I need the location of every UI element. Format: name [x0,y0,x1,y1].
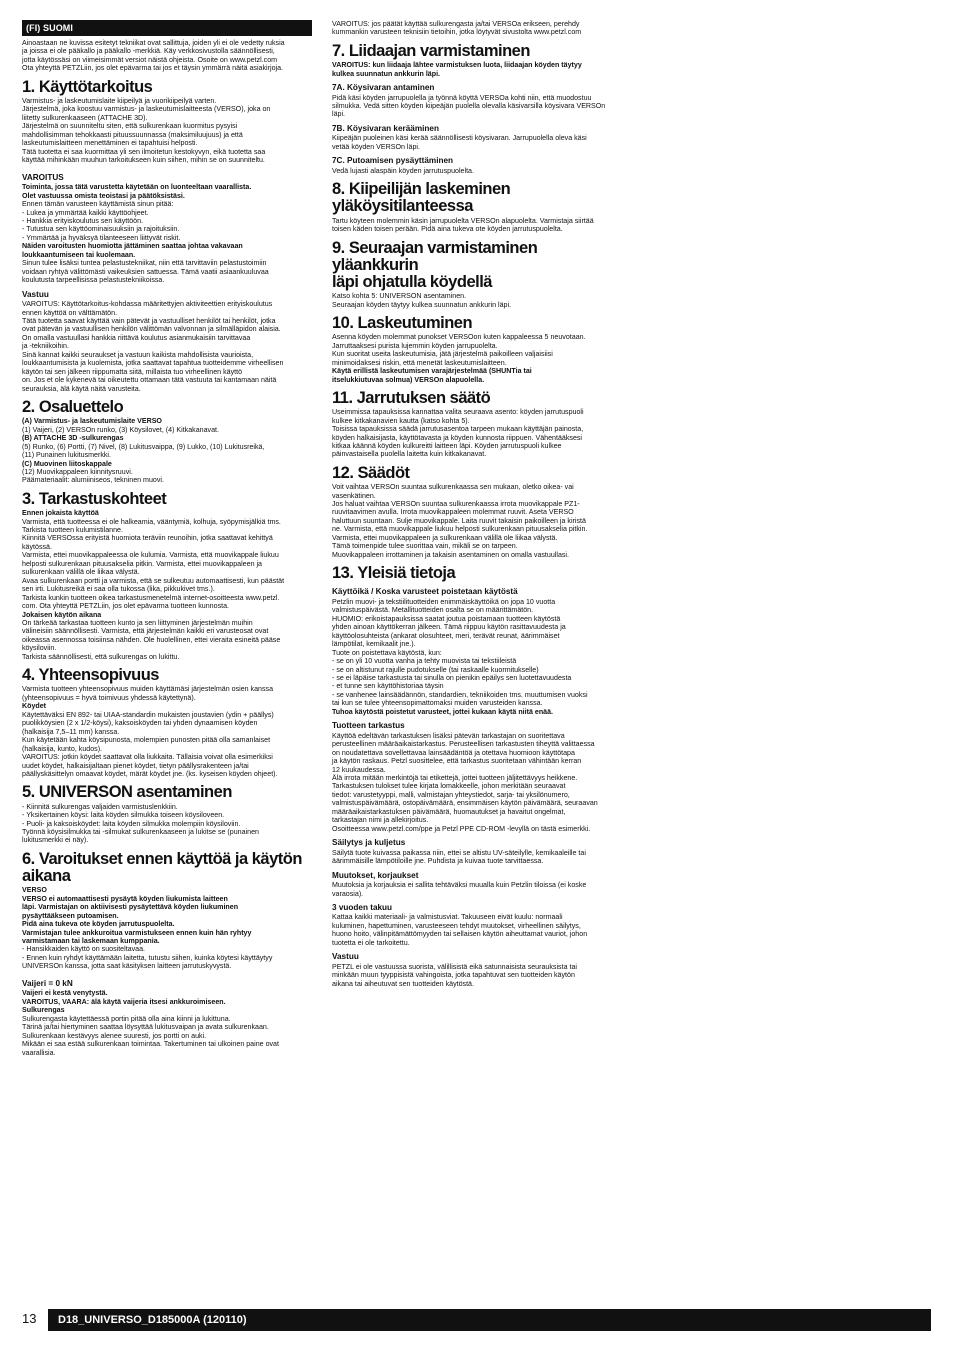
text-line: Mikään ei saa estää sulkurenkaan toimintaa. Takertuminen tai ulkoinen paine ovat [22,1040,279,1049]
text-line: tarkastajan nimi ja allekirjoitus. [332,816,429,825]
section-4-ropes-heading: Köydet [22,702,47,711]
text-line: - Ennen kuin ryhdyt käyttämään laitetta, tutustu siihen, kuinka köytesi käyttäytyy [22,953,273,962]
text-line: Tarkista säännöllisesti, että sulkurengas on lukittu. [22,652,180,661]
section-5-body [22,803,312,845]
section-7b-heading: 7B. Köysivaran kerääminen [332,123,439,133]
section-11-title: 11. Jarrutuksen säätö [332,388,491,407]
text-line: Toiminta, jossa tätä varustetta käytetään on luonteeltaan vaarallista. [22,183,252,192]
text-line: Varmista, että tuotteessa ei ole halkeamia, vääntymiä, kolhuja, syöpymisjälkiä tms. [22,517,281,526]
section-13-guarantee-body [332,913,622,947]
text-line: - Lukea ja ymmärtää kaikki käyttöohjeet. [22,208,149,217]
text-line: - Kiinnitä sulkurengas valjaiden varmistuslenkkiin. [22,802,178,811]
text-line: VAROITUS: jos päätät käyttää sulkurengasta ja/tai VERSOa erikseen, perehdy [332,20,580,28]
text-line: valmistuspäivästä. Metallituotteiden osalta se on määrittämätön. [332,606,534,615]
section-7-warning [332,61,622,78]
text-line: itselukkiutuvaa solmua) VERSOn alapuolella. [332,375,485,384]
text-line: VAROITUS, VAARA: älä käytä vaijeria itsesi ankkuroimiseen. [22,997,226,1006]
text-line: Voit vaihtaa VERSOn suuntaa sulkurenkaassa sen mukaan, oletko oikea- vai [332,483,574,492]
text-line: - Puoli- ja kaksoisköydet: laita köyden silmukka molempiin köysiloviin. [22,819,241,828]
intro-paragraph [22,39,312,73]
section-4-body [22,685,312,702]
section-2-b-body [22,443,312,460]
section-2-c-heading: (C) Muovinen liitoskappale [22,459,112,468]
text-line: - se on yli 10 vuotta vanha ja tehty muovista tai tekstiileistä [332,657,517,666]
text-line: läpi. [332,110,346,119]
text-line: lämpötilat, kemikaalit jne.). [332,640,416,649]
text-line: pysäyttääkseen putoamisen. [22,911,119,920]
section-1-responsibility-body [22,300,312,393]
text-line: Järjestelmä, joka koostuu varmistus- ja laskeutumislaitteesta (VERSO), joka on [22,105,271,114]
text-line: Varmistajan tulee ankkuroitua varmistukseen ennen kuin hän ryhtyy [22,928,252,937]
text-line: yhden ainoan käyttökerran jälkeen. Tämä riippuu käytön rasittavuudesta ja [332,623,566,632]
text-line: on. Jos et ole kykenevä tai oikeutettu ottamaan tätä vastuuta tai kantamaan näitä [22,376,277,385]
text-line: ne. Varmista, että muovikappale liukuu helposti sulkurenkaan pituusakselia pitkin. [332,525,588,534]
text-line: jotta käytössäsi on viimeisimmät versiot näistä ohjeista. Osoite on www.petzl.com [22,55,278,64]
text-line: (halkaisija 7,5–11 mm) kanssa. [22,727,120,736]
text-line: varmistamaan tai laskemaan kumppania. [22,937,160,946]
text-line: Asenna köyden molemmat punokset VERSOon kuten kappaleessa 5 neuvotaan. [332,333,586,342]
section-7a-heading: 7A. Köysivaran antaminen [332,83,435,93]
text-line: (11) Punainen lukitusmerkki. [22,451,111,460]
section-4-title: 4. Yhteensopivuus [22,666,159,685]
section-1-warning-bold [22,183,312,200]
text-line: on noudatettava sovellettavaa lainsäädäntöä ja otettava huomioon käyttötapa [332,748,575,757]
text-line: Pidä käsi köyden jarrupuolella ja työnnä köyttä VERSOa kohti niin, että muodostuu [332,93,592,102]
text-line: perusteellinen määräaikaistarkastus. Perusteellisen tarkastusten tiheyttä valittaessa [332,740,595,749]
text-line: varaosia). [332,889,364,898]
text-line: päinvastaisella puolella laitetta kuin kitkakanavat. [332,450,487,459]
text-line: Toisissa tapauksissa säädä jarrutusasentoa tarpeen mukaan käyttäjän painosta, [332,425,584,434]
section-8-title-line-1: 8. Kiipeilijän laskeminen [332,180,511,199]
section-9-title-line-1: 9. Seuraajan varmistaminen yläankkurin [332,238,538,274]
text-line: koulutusta tarpeellisissa pelastustekniikoissa. [22,276,165,285]
text-line: kulkee kitkakanavien kautta (katso kohta 5). [332,416,470,425]
text-line: Pidä aina tukeva ote köyden jarrutuspuolelta. [22,920,175,929]
text-line: (12) Muovikappaleen kiinnitysruuvi. [22,467,133,476]
text-line: - se ei läpäise tarkastusta tai sinulla on pienikin epäilys sen luotettavuudesta [332,673,572,682]
text-line: Tarkista tuotteen kulumistilanne. [22,526,123,534]
text-line: Vaijeri ei kestä venytystä. [22,989,108,998]
section-1-warning-heading: VAROITUS [22,172,64,182]
section-3-during-use-heading: Jokaisen käytön aikana [22,610,102,619]
text-line: Sulkurenkaan kestävyys alenee suuresti, jos portti on auki. [22,1031,207,1040]
section-3-title: 3. Tarkastuskohteet [22,489,167,508]
section-13-inspection-heading: Tuotteen tarkastus [332,721,405,731]
section-13-responsibility-body [332,963,622,988]
section-7a-body [332,94,622,119]
text-line: ruuvitaavimen avulla. Irrota muovikappaleen molemmat ruuvit. Aseta VERSO [332,508,574,517]
text-line: Säilytä tuote kuivassa paikassa niin, ettei se altistu UV-säteilylle, kemikaaleille tai [332,848,586,857]
section-3-before-use-heading: Ennen jokaista käyttöä [22,509,99,518]
section-13-lifetime-body [332,598,622,708]
text-line: Avaa sulkurenkaan portti ja varmista, että se sulkeutuu automaattisesti, kun päästät [22,576,285,585]
section-7c-body: Vedä lujasti alaspäin köyden jarrutuspuolelta. [332,166,474,175]
section-1-warning-bold-2 [22,242,312,259]
text-line: käytön tai sen jälkeen riippumatta siitä, millaista tuo virheellinen käyttö [22,367,243,376]
language-header: (FI) SUOMI [22,20,312,36]
text-line: Varmista, ettei muovikappaleen ja sulkurenkaan välillä ole liikaa välystä. [332,533,558,542]
text-line: - se vanhenee lainsäädännön, standardien, tekniikoiden tms. muuttumisen vuoksi [332,690,588,699]
text-line: Tuote on poistettava käytöstä, kun: [332,648,442,657]
text-line: silmukka. Vedä sitten köyden kiipeäjän puolella olevalla käsivarsilla köysivara VERSOn [332,101,606,110]
text-line: Kiipeäjän puoleinen käsi kerää säännöllisesti köysivaran. Jarrupuolella oleva käsi [332,134,587,143]
section-6-verso-bold [22,895,312,946]
text-line: - et tunne sen käyttöhistoriaa täysin [332,682,444,691]
section-7b-body [332,134,622,151]
text-line: Käytä erillistä laskeutumisen varajärjestelmää (SHUNTia tai [332,367,532,376]
text-line: Seuraajan köyden täytyy kulkea suunnatun ankkurin läpi. [332,300,512,309]
text-line: Jarruttaaksesi purista lujemmin köyden jarrupuolelta. [332,341,498,350]
section-6-title-line-2: aikana [22,867,71,886]
section-9-title-line-2: läpi ohjatulla köydellä [332,272,492,291]
text-line: Tätä tuotetta saavat käyttää vain pätevät ja vastuulliset henkilöt tai henkilöt, jotka [22,316,276,325]
section-13-inspection-body [332,732,622,833]
section-10-bold [332,367,622,384]
text-line: Osoitteessa www.petzl.com/ppe ja Petzl PPE CD-ROM -levyllä on tästä esimerkki. [332,824,591,833]
section-13-title: 13. Yleisiä tietoja [332,564,456,583]
text-line: loukkaantumiseen tai kuolemaan. [22,250,136,259]
text-line: Kiinnitä VERSOssa erityistä huomiota teräviin reunoihin, jotka saattavat kehittyä [22,534,273,543]
right-intro-warning [332,20,622,37]
section-13-lifetime-bold: Tuhoa käytöstä poistetut varusteet, jottei kukaan käytä niitä enää. [332,707,554,716]
section-2-title: 2. Osaluettelo [22,398,124,417]
text-line: VAROITUS: kun liidaaja lähtee varmistuksen luota, liidaajan köyden täytyy [332,61,582,70]
document-code-bar [48,1309,931,1331]
section-3-during-use-body [22,619,312,661]
text-line: VAROITUS: Käyttötarkoitus-kohdassa määritettyjen aktiviteettien erityiskoulutus [22,300,273,309]
text-line: - se on altistunut rajulle pudotukselle (tai raskaalle kuormitukselle) [332,665,539,674]
text-line: (halkaisija, kunto, kudos). [22,744,103,753]
text-line: (yhteensopivuus = hyvä toimivuus yhdessä käytettynä). [22,693,196,702]
text-line: helposti sulkurenkaan pituusakselia pitkin. Varmista, ettei muovikappaleen ja [22,559,263,568]
text-line: - Hankkia erityiskoulutus sen käyttöön. [22,216,144,225]
section-13-responsibility-heading: Vastuu [332,952,359,962]
text-line: PETZL ei ole vastuussa suorista, välillisistä eikä satunnaisista seurauksista tai [332,962,577,971]
section-6-wire-heading: Vaijeri = 0 kN [22,978,73,988]
text-line: Tarkastuksen tulokset tulee kirjata lomakkeelle, johon merkitään seuraavat [332,782,566,791]
text-line: käyttöolosuhteista (ankarat olosuhteet, meri, terävät reunat, äärimmäiset [332,631,560,640]
text-line: ja käytön raskaus. Petzl suosittelee, että tarkastus suoritetaan vähintään kerran [332,757,582,766]
section-2-c-body [22,468,312,485]
section-6-carabiner-heading: Sulkurengas [22,1006,65,1015]
text-line: Ainoastaan ne kuvissa esitetyt tekniikat ovat sallittuja, joiden yli ei ole vedetty ruksia [22,39,285,47]
text-line: köyden halkaisijasta, käyttötavasta ja köyden kunnosta riippuen. Vähentääksesi [332,433,583,442]
text-line: valmistuspäivämäärä, ostopäivämäärä, ensimmäisen käytön päivämäärä, seuraavan [332,799,598,808]
section-12-title: 12. Säädöt [332,463,410,482]
text-line: uudet köydet, halkaisijaltaan pienet köydet, tietyn päällysrakenteen ja/tai [22,761,249,770]
document-code: D18_UNIVERSO_D185000A (120110) [58,1314,247,1326]
text-line: com. Ota yhteyttä PETZLiin, jos olet epävarma tuotteen kunnosta. [22,602,230,611]
section-2-a-heading: (A) Varmistus- ja laskeutumislaite VERSO [22,417,162,426]
section-6-carabiner-body [22,1015,312,1057]
section-3-before-use-body [22,518,312,611]
text-line: tai kun se tulee yhteensopimattomaksi muiden varusteiden kanssa. [332,699,543,708]
text-line: Älä irrota mitään merkintöjä tai etikettejä, jottei tuotteen jäljitettävyys heikkene. [332,774,578,782]
text-line: aikana tai aiheutuvat sen tuotteiden käytöstä. [332,979,474,988]
text-line: laskeutumislaitteen menettäminen ei tapahtuisi helposti. [22,139,198,148]
text-line: puolikköysien (2 x 1/2-köysi), kaksoisköyden tai yhden dynaamisen köyden [22,719,258,728]
text-line: Olet vastuussa omista teoistasi ja päätöksistäsi. [22,191,185,200]
section-13-modifications-heading: Muutokset, korjaukset [332,870,419,880]
text-line: Useimmissa tapauksissa kannattaa valita seuraava asento: köyden jarrutuspuoli [332,408,584,417]
text-line: - Tutustua sen käyttöominaisuuksiin ja rajoituksiin. [22,225,180,234]
text-line: Varmistus- ja laskeutumislaite kiipeilyä ja vuorikiipeilyä varten. [22,97,217,106]
text-line: - Yksikertainen köysi: laita köyden silmukka toiseen köysiloveen. [22,811,225,820]
text-line: minimoidaksesi riskin, että menetät laskeutumislaitteen. [332,358,507,367]
section-6-title [22,851,312,885]
section-13-storage-heading: Säilytys ja kuljetus [332,838,406,848]
text-line: Sinun tulee lisäksi tuntea pelastustekniikat, niin että tarvittaviin pelastustoimiin [22,259,267,268]
text-line: mahdollisimman tehokkaasti pituussuunnassa (maksimiluujuus) ja että [22,130,243,139]
text-line: huono hoito, välinpitämättömyyden tai sellaisen käytön aiheuttamat vauriot, johon [332,930,588,939]
right-column [332,20,622,988]
section-7c-heading: 7C. Putoamisen pysäyttäminen [332,156,454,166]
section-8-title-line-2: yläköysitilanteessa [332,197,473,216]
section-2-b-heading: (B) ATTACHE 3D -sulkurengas [22,434,124,443]
left-column [22,20,312,1057]
text-line: välineisiin säännöllisesti. Varmista, että järjestelmän kaikki eri varusteosat ovat [22,627,269,636]
section-13-modifications-body [332,881,622,898]
section-8-body [332,217,622,234]
text-line: Ennen tämän varusteen käyttämistä sinun pitää: [22,200,174,209]
text-line: ennen käyttöä on välttämätön. [22,308,118,317]
section-1-body [22,97,312,165]
text-line: läpi. Varmistajan on aktiivisesti pysäytettävä köyden liukuminen [22,903,239,912]
section-13-guarantee-heading: 3 vuoden takuu [332,902,393,912]
section-1-responsibility-heading: Vastuu [22,289,49,299]
text-line: Petzlin muovi- ja tekstiilituotteiden enimmäiskäyttöikä on jopa 10 vuotta [332,597,556,606]
text-line: - Hansikkaiden käyttö on suositeltavaa. [22,945,146,954]
text-line: äärimmäisille lämpötiloille jne. Puhdista ja kuivaa tuote tarvittaessa. [332,857,544,866]
page-number: 13 [22,1311,37,1326]
text-line: vaarallisia. [22,1048,56,1057]
text-line: Näiden varoitusten huomiotta jättäminen saattaa johtaa vakavaan [22,242,243,251]
section-4-ropes-body [22,711,312,779]
text-line: ovat pätevän ja vastuullisen henkilön välittömän valvonnan ja silmälläpidon alaisia. [22,325,281,334]
text-line: tuotetta ei ole tarkoitettu. [332,938,410,947]
text-line: haluttuun suuntaan. Sulje muovikappale. Laita ruuvit takaisin paikoilleen ja kiristä [332,516,586,525]
text-line: Käyttöä edeltävän tarkastuksen lisäksi pätevän tarkastajan on suoritettava [332,731,565,740]
section-1-warning-body [22,200,312,242]
text-line: Varmista tuotteen yhteensopivuus muiden käyttämäsi järjestelmän osien kanssa [22,685,274,694]
section-11-body [332,408,622,459]
text-line: voidaan ryhtyä välittömästi vaikeuksien sattuessa. Tämä vaatii asiaankuuluvaa [22,267,269,276]
text-line: Jos haluat vaihtaa VERSOn suuntaa sulkurenkaassa irrota muovikappale PZ1- [332,500,580,509]
text-line: Kun suoritat useita laskeutumisia, jätä järjestelmä paikoilleen valjaisiisi [332,350,553,359]
text-line: (5) Runko, (6) Portti, (7) Nivel, (8) Lukitusvaippa, (9) Lukko, (10) Lukitusreikä, [22,442,265,451]
text-line: vetää köyden VERSOn läpi. [332,142,420,151]
text-line: Järjestelmä on suunniteltu siten, että sulkurenkaan kuormitus pysyisi [22,122,238,131]
section-6-verso-heading: VERSO [22,886,47,895]
section-10-title: 10. Laskeutuminen [332,314,473,333]
text-line: Katso kohta 5: UNIVERSON asentaminen. [332,292,467,301]
text-line: Sinä kannat kaikki seuraukset ja vastuun kaikista mahdollisista vaurioista, [22,350,254,359]
text-line: Tärinä ja/tai hiertyminen saattaa löysyttää lukitusvaipan ja avata sulkurenkaan. [22,1023,269,1032]
section-6-title-line-1: 6. Varoitukset ennen käyttöä ja käytön [22,849,302,868]
text-line: toisen käden toisen perään. Pidä aina tukeva ote köyden jarrutuspuolelta. [332,225,563,234]
section-7-title: 7. Liidaajan varmistaminen [332,41,530,60]
section-9-title [332,240,622,292]
text-line: VAROITUS: jotkin köydet saattavat olla liukkaita. Tällaisia voivat olla esimerkiksi [22,753,273,762]
text-line: määräaikaistarkastuksen päivämäärä, huomautukset ja havaitut ongelmat, [332,807,566,816]
text-line: 12 kuukaudessa. [332,765,386,774]
section-10-body [332,333,622,367]
text-line: Ota yhteyttä PETZLiin, jos olet epävarma tai jos et täysin ymmärrä näitä asiakirjoja. [22,64,284,73]
text-line: minkään muun tyyppisistä vahingoista, jotka tapahtuvat sen tuotteiden käytön [332,971,575,980]
section-6-verso-body [22,945,312,970]
text-line: - Ymmärtää ja hyväksyä tilanteeseen liittyvät riskit. [22,233,181,242]
text-line: On omalla vastuullasi hankkia riittävä koulutus asianmukaisiin tarvittavaa [22,333,251,342]
section-13-lifetime-heading: Käyttöikä / Koska varusteet poistetaan käytöstä [332,587,518,597]
text-line: Päämateriaalit: alumiiniseos, tekninen muovi. [22,476,164,485]
text-line: Varmista, ettei muovikappaleessa ole kulumia. Varmista, että muovikappale liukuu [22,551,279,560]
text-line: käytössä. [22,542,52,551]
text-line: Käytettäväksi EN 892- tai UIAA-standardin mukaisten joustavien (ydin + päällys) [22,710,274,719]
text-line: Sulkurengasta käytettäessä portin pitää olla aina kiinni ja lukittuna. [22,1014,231,1023]
text-line: Muovikappaleen irrottaminen ja takaisin asentaminen on omalla vastuullasi. [332,550,569,559]
text-line: VERSO ei automaattisesti pysäytä köyden liukumista laitteen [22,894,228,903]
section-13-storage-body [332,849,622,866]
text-line: On tärkeää tarkastaa tuotteen kunto ja sen liittyminen järjestelmän muihin [22,618,253,627]
text-line: ja -tekniikoihin. [22,342,69,351]
text-line: Kattaa kaikki materiaali- ja valmistusviat. Takuuseen eivät kuulu: normaali [332,913,563,922]
text-line: oikeassa asennossa toisiinsa nähden. Ole huolellinen, ettei vieraita esineitä pääse [22,635,281,644]
section-12-body [332,483,622,559]
text-line: Tartu köyteen molemmin käsin jarrupuolelta VERSOn alapuolelta. Varmistaja siirtää [332,216,594,225]
text-line: Kun käytetään kahta köysipunosta, molempien punosten pitää olla samanlaiset [22,736,271,745]
text-line: käyttää mihinkään muuhun tarkoitukseen kuin siihen, mihin se on suunniteltu. [22,156,265,165]
section-6-wire-bold [22,989,312,1006]
text-line: Tämä toimenpide tulee suorittaa vain, mikäli se on tarpeen. [332,542,518,551]
text-line: kuluminen, hapettuminen, varusteeseen tehdyt muutokset, virheellinen säilytys, [332,921,581,930]
text-line: vasenkätinen. [332,491,376,500]
section-8-title [332,181,622,215]
section-5-title: 5. UNIVERSON asentaminen [22,783,232,802]
section-2-a-body: (1) Vaijeri, (2) VERSOn runko, (3) Köysilovet, (4) Kitkakanavat. [22,425,219,434]
text-line: kummankin varusteen teknisiin tietoihin, jotka löytyvät sivustolta www.petzl.com [332,28,582,37]
text-line: loukkaantumisista ja kuolemista, jotka saattavat tapahtua tuotteidemme virheellisen [22,359,284,368]
text-line: UNIVERSOn kanssa, jotta saat käsityksen laitteen jarrutuskyvystä. [22,962,232,971]
text-line: liitetty sulkurenkaaseen (ATTACHE 3D). [22,113,148,122]
text-line: kulkea suunnatun ankkurin läpi. [332,69,441,78]
section-1-title: 1. Käyttötarkoitus [22,77,153,96]
text-line: päällyskäsittelyn omaavat köydet, märät köydet jne. (ks. kyseisen köyden ohjeet). [22,769,278,778]
section-1-warning-body-2 [22,259,312,284]
text-line: sulkurenkaan välillä ole liikaa välystä. [22,568,140,577]
text-line: tiedot: varustetyyppi, malli, valmistajan yhteystiedot, sarja- tai yksilönumero, [332,790,570,799]
section-9-body [332,292,622,309]
text-line: seurauksia, älä käytä näitä varusteita. [22,384,141,393]
text-line: köysiloviin. [22,644,57,653]
text-line: Tarkista kunkin tuotteen oikea tarkastusmenetelmä internet-osoitteesta www.petzl. [22,593,280,602]
text-line: sen irti. Lukitusreikä ei saa olla tukossa (lika, pikkukivet tms.). [22,585,215,594]
text-line: HUOMIO: erikoistapauksissa saatat joutua poistamaan tuotteen käytöstä [332,614,561,623]
text-line: Muutoksia ja korjauksia ei sallita tehtäväksi muualla kuin Petzlin tiloissa (ei koske [332,881,587,890]
text-line: ja joissa ei ole pääkallo ja pääkallo -merkkiä. Käy verkkosivustolla säännöllisesti, [22,47,275,56]
text-line: Työnnä köysisilmukka tai -silmukat sulkurenkaaseen ja lukitse se (punainen [22,828,259,836]
text-line: lukitusmerkki ei näy). [22,836,89,845]
text-line: Tätä tuotetta ei saa kuormittaa yli sen ilmoitetun kestokyvyn, eikä tuotetta saa [22,147,266,156]
text-line: kitkaa käännä köyden kulkureitti laitteen läpi. Köyden jarrutuspuoli kulkee [332,442,562,450]
